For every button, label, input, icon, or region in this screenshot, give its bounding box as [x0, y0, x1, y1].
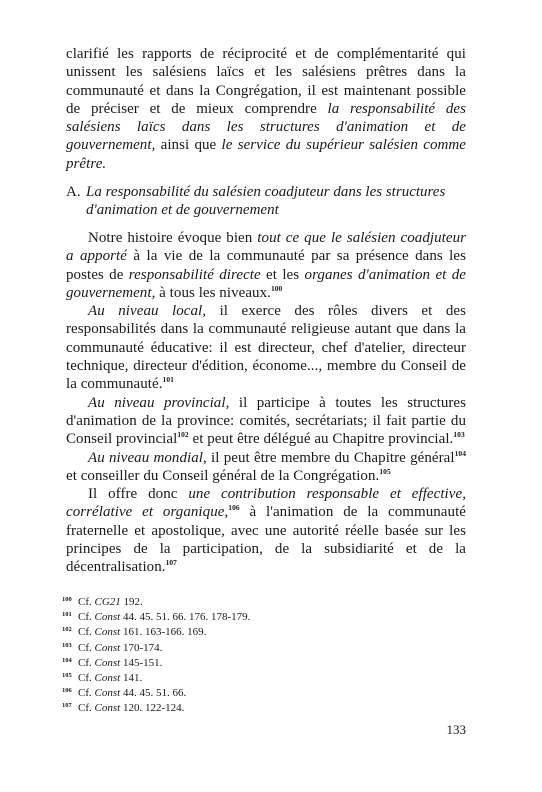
intro-text: clarifié les rapports de réciprocité et de complémentarité qui unissent les salésiens laïcs et les salésiens prêtres dans la communauté et dans la Congrégation, il est maintenant possible de préciser et de mieux comprendre [66, 46, 466, 117]
p1-italic-a: tout ce que le salésien coadjuteur a apporté [66, 230, 467, 265]
paragraph-contribution [66, 485, 466, 576]
footnote-prefix: Cf. [78, 672, 95, 685]
footnote-refs: 161. 163-166. 169. [120, 626, 207, 639]
intro-paragraph [66, 45, 466, 173]
footnote-refs: 44. 45. 51. 66. [120, 687, 187, 700]
footnote-number: 101 [62, 611, 72, 619]
section-title: La responsabilité du salésien coadjuteur dans les structures d'animation et de gouvernement [86, 184, 446, 219]
footnote-number: 100 [62, 596, 72, 603]
footnote-ref: 103 [453, 430, 465, 440]
intro-italic-2: le service du supérieur salésien comme prêtre. [66, 137, 467, 172]
p2-italic: Au niveau local, [88, 303, 207, 320]
footnote [62, 701, 250, 716]
footnote-ref: 105 [379, 466, 391, 476]
footnote-refs: 170-174. [120, 641, 163, 654]
p1-text-a: Notre histoire évoque bien [88, 230, 258, 246]
footnote-ref: 101 [162, 375, 174, 385]
footnote-ref: 106 [228, 503, 240, 513]
footnote-number: 107 [62, 702, 72, 710]
footnote [62, 595, 250, 610]
footnote-ref: 102 [177, 430, 189, 440]
page-number: 133 [446, 722, 466, 737]
intro-italic-1: la responsabilité des salésiens laïcs dans les structures d'animation et de gouvernement, [66, 100, 467, 154]
footnote-ref: 100 [270, 283, 283, 293]
p4-text-2: et conseiller du Conseil général de la Congrégation. [66, 467, 380, 484]
footnote-source: Const [94, 687, 121, 700]
footnote [62, 686, 250, 701]
footnote-prefix: Cf. [78, 626, 95, 639]
paragraph-provincial [66, 394, 466, 449]
footnote-source: Const [94, 641, 121, 654]
p4-italic: Au niveau mondial, [88, 449, 207, 466]
intro-text-2: ainsi que [155, 137, 222, 154]
p5-italic: une contribution responsable et effective, corrélative et organique, [66, 486, 466, 521]
p1-text-d: à tous les niveaux. [155, 284, 271, 301]
footnote-prefix: Cf. [78, 656, 95, 669]
footnote-source: Const [94, 656, 121, 669]
footnote-number: 105 [62, 672, 72, 680]
p5-text-a: Il offre donc [88, 486, 189, 503]
p4-text: il peut être membre du Chapitre général [206, 449, 455, 466]
section-heading [66, 183, 466, 220]
footnote-prefix: Cf. [78, 702, 95, 715]
body-text [66, 229, 466, 577]
p3-text: il participe à toutes les structures d'animation de la province: comités, secrétariats; il fait partie du Conseil provincial [66, 394, 467, 448]
footnote-prefix: Cf. [78, 641, 95, 654]
p1-italic-c: organes d'animation et de gouvernement, [66, 266, 466, 301]
footnote-source: Const [94, 672, 121, 685]
footnote-refs: 120. 122-124. [120, 702, 185, 715]
footnote-refs: 44. 45. 51. 66. 176. 178-179. [120, 611, 251, 624]
footnote-number: 102 [62, 626, 72, 634]
footnote-source: Const [94, 611, 121, 624]
p3-italic: Au niveau provincial, [88, 394, 230, 411]
footnote [62, 656, 250, 671]
footnote-source: Const [94, 702, 121, 715]
footnote-ref: 107 [165, 558, 177, 568]
footnote-refs: 141. [120, 672, 143, 685]
p5-text-b: à l'animation de la communauté fraternelle et apostolique, avec une autorité réelle basée sur les principes de la participation, de la subsidiarité et de la décentralisation. [66, 504, 466, 576]
footnote-refs: 145-151. [120, 656, 163, 669]
footnote [62, 625, 250, 640]
paragraph-history [66, 229, 466, 302]
footnote-prefix: Cf. [78, 596, 95, 608]
footnote-source: CG21 [94, 596, 121, 608]
section-letter: A. [66, 184, 81, 200]
p1-italic-b: responsabilité directe [128, 266, 261, 283]
footnote-prefix: Cf. [78, 687, 95, 700]
p3-text-2: et peut être délégué au Chapitre provincial. [188, 431, 454, 448]
footnote-number: 106 [62, 687, 72, 695]
footnote-ref: 104 [454, 448, 466, 458]
p1-text-c: et les [260, 266, 305, 283]
p1-text-b: à la vie de la communauté par sa présence dans les postes de [66, 248, 466, 283]
p2-text: il exerce des rôles divers et des responsabilités dans la communauté religieuse autant que dans la communauté éducative: il est directeur, chef d'atelier, directeur technique, directeur d'édition, économe..., membre du Conseil de la communauté. [66, 303, 466, 393]
footnote [62, 610, 250, 625]
footnote-prefix: Cf. [78, 611, 95, 624]
footnote [62, 671, 250, 686]
footnote [62, 641, 250, 656]
footnote-source: Const [94, 626, 121, 639]
footnote-number: 104 [62, 656, 72, 664]
footnotes [62, 595, 250, 717]
paragraph-local [66, 302, 466, 393]
paragraph-mondial [66, 449, 466, 486]
footnote-refs: 192. [120, 596, 143, 608]
footnote-number: 103 [62, 641, 72, 649]
